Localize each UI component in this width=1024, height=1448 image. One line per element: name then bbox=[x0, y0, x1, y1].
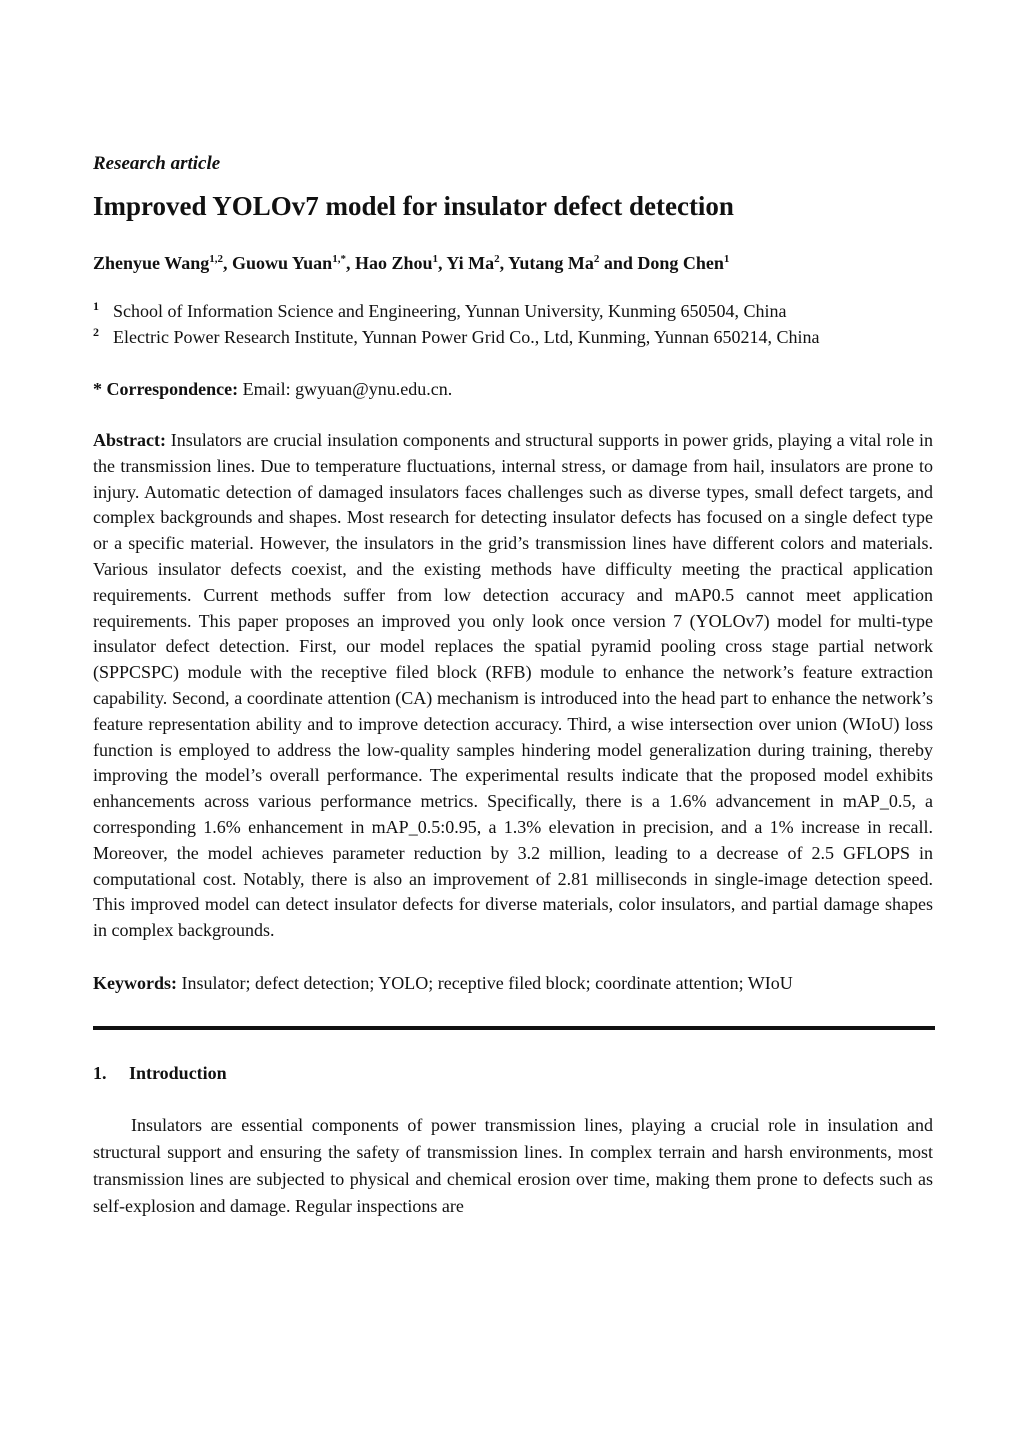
section-heading bbox=[93, 1060, 933, 1086]
article-type: Research article bbox=[93, 153, 221, 174]
keywords-label: Keywords: bbox=[93, 972, 177, 993]
keywords-text: Insulator; defect detection; YOLO; receptive filed block; coordinate attention; WIoU bbox=[177, 972, 793, 993]
paper-title: Improved YOLOv7 model for insulator defect detection bbox=[93, 191, 734, 221]
affiliation-list bbox=[93, 298, 933, 350]
correspondence-label: * Correspondence: bbox=[93, 379, 239, 399]
keywords bbox=[93, 970, 933, 996]
author: Hao Zhou$^1$, bbox=[354, 253, 447, 273]
author: Yi Ma$^2$, bbox=[446, 253, 508, 273]
correspondence-email: Email: gwyuan@ynu.edu.cn. bbox=[238, 379, 453, 399]
paper-page bbox=[93, 150, 933, 1220]
section-number: 1. bbox=[93, 1062, 107, 1083]
correspondence bbox=[93, 376, 933, 402]
affiliation-text: Electric Power Research Institute, Yunnan Power Grid Co., Ltd, Kunming, Yunnan 650214, China bbox=[113, 327, 820, 347]
affiliation bbox=[93, 324, 933, 350]
affiliation-number: 1 bbox=[93, 299, 99, 313]
author: Dong Chen$^1$ bbox=[637, 253, 730, 273]
intro-paragraph: Insulators are essential components of power transmission lines, playing a crucial role in insulation and structural support and ensuring the safety of transmission lines. In complex terrain and harsh environments, most transmission lines are subjected to physical and chemical erosion over time, making them prone to defects such as self-explosion and damage. Regular inspections are bbox=[93, 1114, 933, 1216]
affiliation-number: 2 bbox=[93, 325, 99, 339]
author: Guowu Yuan$^{1,*}$, bbox=[231, 253, 355, 273]
author-list bbox=[93, 250, 933, 276]
author: Zhenyue Wang$^{1,2}$, bbox=[93, 253, 232, 273]
affiliation bbox=[93, 298, 933, 324]
author: Yutang Ma$^2$ and bbox=[508, 253, 638, 273]
section-title: Introduction bbox=[129, 1062, 227, 1083]
abstract bbox=[93, 428, 933, 944]
abstract-text: Insulators are crucial insulation components and structural supports in power grids, playing a vital role in the transmission lines. Due to temperature fluctuations, internal stress, or damage from hail, insulators are prone to injury. Automatic detection of damaged insulators faces challenges such as diverse types, small defect targets, and complex backgrounds and shapes. Most research for detecting insulator defects has focused on a single defect type or a specific material. However, the insulators in the grid’s transmission lines have different colors and materials. Various insulator defects coexist, and the existing methods have difficulty meeting the practical application requirements. Current methods suffer from low detection accuracy and mAP0.5 cannot meet application requirements. This paper proposes an improved you only look once version 7 (YOLOv7) model for multi-type insulator defect detection. First, our model replaces the spatial pyramid pooling cross stage partial network (SPPCSPC) module with the receptive filed block (RFB) module to enhance the network’s feature extraction capability. Second, a coordinate attention (CA) mechanism is introduced into the head part to enhance the network’s feature representation ability and to improve detection accuracy. Third, a wise intersection over union (WIoU) loss function is employed to address the low-quality samples hindering model generalization during training, thereby improving the model’s overall performance. The experimental results indicate that the proposed model exhibits enhancements across various performance metrics. Specifically, there is a 1.6% advancement in mAP_0.5, a corresponding 1.6% enhancement in mAP_0.5:0.95, a 1.3% elevation in precision, and a 1% increase in recall. Moreover, the model achieves parameter reduction by 3.2 million, leading to a decrease of 2.5 GFLOPS in computational cost. Notably, there is also an improvement of 2.81 milliseconds in single-image detection speed. This improved model can detect insulator defects for diverse materials, color insulators, and partial damage shapes in complex backgrounds. bbox=[93, 430, 933, 941]
abstract-label: Abstract: bbox=[93, 430, 166, 450]
affiliation-text: School of Information Science and Engineering, Yunnan University, Kunming 650504, China bbox=[113, 301, 787, 321]
section-divider bbox=[93, 1026, 935, 1030]
